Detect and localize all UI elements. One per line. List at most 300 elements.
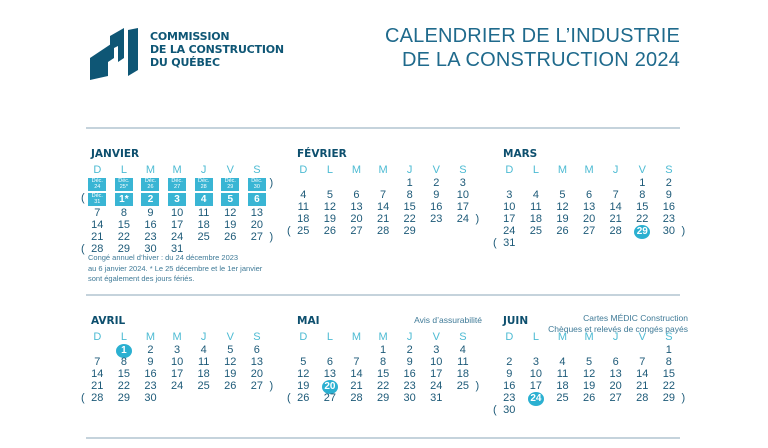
day-cell[interactable]: 8 xyxy=(380,356,387,368)
day-cell[interactable]: 21 xyxy=(636,380,649,392)
holiday-box: Déc. 30 xyxy=(248,178,266,191)
day-cell[interactable]: 9 xyxy=(406,356,413,368)
day-cell[interactable]: 21 xyxy=(91,380,104,392)
day-cell[interactable]: 26 xyxy=(224,380,237,392)
day-cell[interactable]: 21 xyxy=(350,380,363,392)
holiday-box: Déc. 29 xyxy=(221,178,239,191)
day-cell[interactable]: 27 xyxy=(582,225,596,237)
weekday-label: V xyxy=(638,164,646,176)
day-cell[interactable]: 16 xyxy=(144,219,157,231)
day-cell[interactable]: 29 ) xyxy=(662,392,686,404)
day-cell[interactable]: 19 xyxy=(556,213,569,225)
day-cell[interactable]: ( 26 xyxy=(287,392,310,404)
day-cell[interactable] xyxy=(164,177,191,192)
footnote-line: sont également des jours fériés. xyxy=(88,274,195,283)
day-cell[interactable]: 1 xyxy=(406,177,413,189)
org-name xyxy=(150,30,284,69)
weekday-label: D xyxy=(505,331,514,343)
day-cell[interactable]: 7 xyxy=(94,207,101,219)
ccq-logo-icon xyxy=(84,28,142,80)
day-cell[interactable]: 13 xyxy=(350,201,363,213)
day-cell[interactable]: 25 xyxy=(197,231,210,243)
day-cell[interactable]: 6 xyxy=(586,189,593,201)
day-cell[interactable] xyxy=(111,177,138,192)
highlighted-date: 1 xyxy=(116,344,132,358)
day-cell[interactable]: 27 xyxy=(350,225,363,237)
day-cell[interactable]: 9 xyxy=(433,189,440,201)
day-cell xyxy=(549,237,576,249)
day-cell[interactable]: 17 xyxy=(503,213,516,225)
day-cell xyxy=(343,344,370,356)
day-cell[interactable]: 7 xyxy=(380,189,387,201)
month-header xyxy=(84,315,276,331)
day-cell[interactable]: 5 xyxy=(227,344,234,356)
month-note: Cartes MÉDIC Construction Chèques et relevés de congés payés xyxy=(548,313,688,334)
day-cell[interactable]: 29 xyxy=(403,225,416,237)
day-cell[interactable]: 31 xyxy=(170,243,184,255)
day-cell[interactable]: 30 xyxy=(144,243,157,255)
day-cell[interactable]: ( 28 xyxy=(81,392,104,404)
day-cell[interactable]: 27 xyxy=(609,392,622,404)
holiday-box: 2 xyxy=(141,193,159,206)
day-cell[interactable]: 9 xyxy=(506,368,513,380)
day-cell[interactable]: 10 xyxy=(170,207,184,219)
day-cell[interactable]: ( 28 xyxy=(81,243,104,255)
divider-middle xyxy=(86,294,680,296)
highlighted-date: 24 xyxy=(528,392,544,406)
day-cell[interactable] xyxy=(111,344,138,356)
day-cell[interactable]: 20 xyxy=(350,213,363,225)
day-cell[interactable]: 11 xyxy=(197,356,210,368)
day-cell xyxy=(317,344,344,356)
day-cell[interactable]: 15 xyxy=(403,201,416,213)
day-cell[interactable]: 21 xyxy=(376,213,390,225)
day-cell[interactable]: 19 xyxy=(224,368,237,380)
day-cell[interactable]: 14 xyxy=(636,368,649,380)
day-cell xyxy=(244,392,271,404)
day-cell[interactable]: 18 xyxy=(529,213,543,225)
day-cell[interactable]: 22 xyxy=(117,380,131,392)
day-cell[interactable]: 6 xyxy=(612,356,619,368)
day-cell[interactable]: 25 ) xyxy=(456,380,480,392)
day-cell[interactable]: 27 xyxy=(323,392,337,404)
org-line-3: DU QUÉBEC xyxy=(150,56,220,69)
day-cell[interactable] xyxy=(164,192,191,207)
month-avril xyxy=(81,315,276,404)
day-cell[interactable] xyxy=(111,192,138,207)
holiday-box: Déc. 25* xyxy=(115,178,133,191)
day-cell[interactable]: 22 xyxy=(636,213,649,225)
day-cell[interactable]: 25 xyxy=(529,225,543,237)
weekday-label: M xyxy=(351,331,362,343)
day-cell[interactable]: 1 xyxy=(639,177,646,189)
day-cell[interactable] xyxy=(244,192,271,207)
day-cell[interactable]: 3 xyxy=(532,356,539,368)
day-cell xyxy=(602,177,629,189)
day-cell[interactable]: 25 xyxy=(197,380,210,392)
day-cell[interactable]: 28 xyxy=(376,225,390,237)
day-cell[interactable]: 15 xyxy=(117,219,131,231)
day-cell[interactable]: 14 xyxy=(609,201,622,213)
day-cell[interactable]: 19 xyxy=(297,380,310,392)
day-cell[interactable]: 1 xyxy=(380,344,387,356)
day-cell xyxy=(423,225,450,237)
day-cell xyxy=(290,177,317,189)
day-cell[interactable] xyxy=(84,177,111,192)
day-cell xyxy=(496,177,523,189)
day-cell[interactable]: 5 xyxy=(326,189,333,201)
day-cell[interactable]: 26 xyxy=(323,225,337,237)
day-cell[interactable]: 3 xyxy=(459,177,466,189)
weekday-label: M xyxy=(584,331,594,343)
day-cell[interactable] xyxy=(217,177,244,192)
day-cell[interactable]: 10 xyxy=(503,201,516,213)
title-line-1: CALENDRIER DE L’INDUSTRIE xyxy=(384,25,680,47)
day-cell xyxy=(656,237,683,249)
day-cell[interactable]: 3 xyxy=(433,344,440,356)
day-cell[interactable]: 30 ) xyxy=(662,225,686,237)
weekday-label: L xyxy=(532,164,539,176)
weekday-label: J xyxy=(200,331,207,343)
day-cell[interactable]: 6 xyxy=(326,356,333,368)
day-cell[interactable]: 8 xyxy=(406,189,413,201)
day-cell[interactable]: 29 xyxy=(376,392,390,404)
month-grid xyxy=(493,331,688,416)
day-cell xyxy=(549,404,576,416)
day-cell[interactable]: 10 xyxy=(456,189,469,201)
day-cell[interactable]: 14 xyxy=(91,219,104,231)
day-cell[interactable]: 19 xyxy=(582,380,596,392)
highlighted-date: 20 xyxy=(322,380,338,394)
day-cell xyxy=(343,177,370,189)
day-cell[interactable]: 31 xyxy=(430,392,443,404)
day-cell[interactable]: 19 xyxy=(224,219,237,231)
weekday-label: M xyxy=(557,331,568,343)
day-cell xyxy=(496,344,523,356)
day-cell[interactable] xyxy=(137,177,164,192)
day-cell[interactable]: ( Déc. 31 xyxy=(84,192,111,207)
day-cell[interactable]: 10 xyxy=(170,356,184,368)
day-cell[interactable]: 4 xyxy=(459,344,466,356)
weekday-label: S xyxy=(253,331,261,343)
day-cell xyxy=(629,237,656,249)
month-grid xyxy=(81,164,276,255)
day-cell[interactable]: 17 xyxy=(456,201,469,213)
day-cell[interactable]: 27 ) xyxy=(250,231,274,243)
day-cell[interactable]: 10 xyxy=(529,368,543,380)
day-cell[interactable]: 17 xyxy=(430,368,443,380)
day-cell[interactable]: Déc. 30 ) xyxy=(244,177,271,192)
weekday-label: L xyxy=(326,331,333,343)
day-cell[interactable]: 12 xyxy=(323,201,337,213)
weekday-label: J xyxy=(406,331,413,343)
day-cell[interactable]: 23 xyxy=(430,213,443,225)
weekday-label: V xyxy=(226,331,234,343)
day-cell[interactable]: 26 xyxy=(224,231,237,243)
day-cell[interactable]: 24 xyxy=(503,225,516,237)
day-cell[interactable]: 16 xyxy=(403,368,416,380)
day-cell[interactable]: 12 xyxy=(582,368,596,380)
month-header xyxy=(290,148,482,164)
month-name: MAI xyxy=(297,315,320,327)
day-cell[interactable]: 15 xyxy=(376,368,390,380)
day-cell[interactable]: 17 xyxy=(529,380,543,392)
day-cell xyxy=(602,404,629,416)
day-cell[interactable]: 9 xyxy=(665,189,672,201)
weekday-label: M xyxy=(351,164,362,176)
day-cell[interactable]: 24 xyxy=(170,231,184,243)
day-cell[interactable]: 23 xyxy=(662,213,675,225)
day-cell[interactable] xyxy=(190,177,217,192)
day-cell[interactable] xyxy=(217,192,244,207)
holiday-box: Déc. 26 xyxy=(141,178,159,191)
day-cell[interactable]: 5 xyxy=(300,356,307,368)
day-cell[interactable]: 29 xyxy=(117,243,131,255)
weekday-label: D xyxy=(299,164,308,176)
day-cell[interactable]: 8 xyxy=(665,356,672,368)
day-cell[interactable] xyxy=(190,192,217,207)
day-cell[interactable]: 23 xyxy=(144,380,157,392)
day-cell[interactable]: 17 xyxy=(170,219,184,231)
weekday-label: J xyxy=(612,331,619,343)
month-mai xyxy=(287,315,482,404)
day-cell[interactable]: ( 31 xyxy=(493,237,516,249)
month-name: MARS xyxy=(503,148,538,160)
weekday-label: S xyxy=(459,164,467,176)
day-cell[interactable]: 14 xyxy=(91,368,104,380)
month-header xyxy=(290,315,482,331)
day-cell[interactable]: 21 xyxy=(609,213,622,225)
day-cell[interactable]: 7 xyxy=(639,356,646,368)
month-juin xyxy=(493,313,688,416)
day-cell[interactable]: 24 ) xyxy=(456,213,480,225)
weekday-label: M xyxy=(584,164,594,176)
day-cell[interactable]: 21 xyxy=(91,231,104,243)
day-cell[interactable]: 4 xyxy=(559,356,566,368)
day-cell[interactable]: 14 xyxy=(350,368,363,380)
day-cell[interactable] xyxy=(317,380,344,392)
day-cell[interactable]: 3 xyxy=(174,344,181,356)
day-cell[interactable]: 6 xyxy=(253,344,260,356)
holiday-box: Déc. 27 xyxy=(168,178,186,191)
day-cell[interactable]: 11 xyxy=(556,368,569,380)
day-cell[interactable]: 13 xyxy=(582,201,596,213)
day-cell xyxy=(523,404,550,416)
day-cell[interactable]: 11 xyxy=(197,207,210,219)
holiday-box: Déc. 24 xyxy=(88,178,106,191)
day-cell[interactable]: 8 xyxy=(120,356,127,368)
holiday-box: 1* xyxy=(115,193,133,206)
day-cell[interactable]: 25 xyxy=(556,392,569,404)
day-cell[interactable]: 28 xyxy=(609,225,622,237)
weekday-label: M xyxy=(145,164,156,176)
day-cell[interactable] xyxy=(137,192,164,207)
day-cell[interactable]: 4 xyxy=(200,344,207,356)
weekday-label: D xyxy=(299,331,308,343)
day-cell[interactable]: 5 xyxy=(586,356,593,368)
day-cell[interactable]: 6 xyxy=(353,189,360,201)
day-cell[interactable]: 4 xyxy=(300,189,307,201)
day-cell[interactable]: 13 xyxy=(250,207,263,219)
day-cell[interactable] xyxy=(629,225,656,237)
month-grid xyxy=(493,164,688,249)
title-line-2: DE LA CONSTRUCTION 2024 xyxy=(401,49,680,71)
month-name: FÉVRIER xyxy=(297,148,347,160)
day-cell xyxy=(602,237,629,249)
day-cell xyxy=(656,404,683,416)
day-cell xyxy=(450,225,477,237)
weekday-label: V xyxy=(638,331,646,343)
day-cell xyxy=(576,177,603,189)
weekday-label: M xyxy=(378,331,388,343)
day-cell[interactable]: 22 xyxy=(117,231,131,243)
day-cell[interactable]: 7 xyxy=(94,356,101,368)
day-cell[interactable]: 12 xyxy=(224,356,237,368)
day-cell xyxy=(576,237,603,249)
divider-bottom xyxy=(86,437,680,439)
day-cell[interactable]: 27 ) xyxy=(250,380,274,392)
day-cell[interactable]: 16 xyxy=(430,201,443,213)
day-cell[interactable]: 15 xyxy=(662,368,675,380)
day-cell[interactable]: 4 xyxy=(532,189,539,201)
day-cell xyxy=(629,404,656,416)
day-cell xyxy=(523,344,550,356)
day-cell[interactable]: 20 xyxy=(609,380,622,392)
month-grid xyxy=(81,331,276,404)
day-cell[interactable] xyxy=(523,392,550,404)
day-cell[interactable]: 5 xyxy=(559,189,566,201)
month-header xyxy=(496,313,688,334)
day-cell[interactable]: 19 xyxy=(323,213,337,225)
day-cell[interactable]: 22 xyxy=(403,213,416,225)
day-cell xyxy=(629,344,656,356)
month-header xyxy=(84,148,276,164)
month-mars xyxy=(493,148,688,249)
day-cell[interactable]: 11 xyxy=(457,356,469,368)
weekday-label: S xyxy=(665,331,673,343)
month-header xyxy=(496,148,688,164)
day-cell[interactable]: 2 xyxy=(433,177,440,189)
day-cell[interactable]: 9 xyxy=(147,207,154,219)
day-cell[interactable]: 22 xyxy=(376,380,390,392)
day-cell[interactable]: 30 xyxy=(403,392,416,404)
month-name: JUIN xyxy=(503,315,529,327)
month-grid xyxy=(287,164,482,237)
day-cell[interactable]: 2 xyxy=(147,344,154,356)
weekday-label: L xyxy=(120,331,127,343)
day-cell[interactable]: 22 xyxy=(662,380,675,392)
day-cell[interactable]: 16 xyxy=(662,201,675,213)
weekday-label: M xyxy=(557,164,568,176)
day-cell[interactable]: ( 25 xyxy=(287,225,310,237)
day-cell[interactable]: 7 xyxy=(353,356,360,368)
day-cell[interactable]: 18 xyxy=(297,213,310,225)
day-cell[interactable]: 17 xyxy=(170,368,184,380)
day-cell[interactable]: 3 xyxy=(506,189,513,201)
org-line-1: COMMISSION xyxy=(150,30,230,43)
day-cell[interactable]: 15 xyxy=(117,368,131,380)
day-cell[interactable]: 9 xyxy=(147,356,154,368)
day-cell xyxy=(190,392,217,404)
day-cell[interactable]: 18 xyxy=(197,368,210,380)
day-cell[interactable]: 2 xyxy=(406,344,413,356)
weekday-label: J xyxy=(406,164,413,176)
holiday-box: 6 xyxy=(248,193,266,206)
day-cell[interactable]: 13 xyxy=(250,356,263,368)
day-cell[interactable]: 11 xyxy=(297,201,309,213)
day-cell[interactable]: 26 xyxy=(582,392,596,404)
day-cell[interactable]: 16 xyxy=(144,368,157,380)
day-cell[interactable]: 7 xyxy=(612,189,619,201)
day-cell[interactable]: 28 xyxy=(636,392,649,404)
day-cell[interactable]: 29 xyxy=(117,392,131,404)
day-cell[interactable]: ( 30 xyxy=(493,404,516,416)
day-cell[interactable]: 8 xyxy=(120,207,127,219)
day-cell[interactable]: 26 xyxy=(556,225,569,237)
day-cell[interactable]: 28 xyxy=(350,392,363,404)
day-cell[interactable]: 24 xyxy=(430,380,443,392)
weekday-label: M xyxy=(378,164,388,176)
day-cell[interactable]: 15 xyxy=(636,201,649,213)
day-cell[interactable]: 12 xyxy=(297,368,310,380)
day-cell[interactable]: 14 xyxy=(376,201,390,213)
day-cell[interactable]: 13 xyxy=(323,368,337,380)
day-cell[interactable]: 23 xyxy=(144,231,157,243)
day-cell xyxy=(84,344,111,356)
holiday-box: Déc. 28 xyxy=(195,178,213,191)
day-cell[interactable]: 30 xyxy=(144,392,157,404)
day-cell[interactable]: 13 xyxy=(609,368,622,380)
day-cell[interactable]: 20 xyxy=(582,213,596,225)
day-cell[interactable]: 12 xyxy=(556,201,569,213)
footnote-line: au 6 janvier 2024. * Le 25 décembre et le 1er janvier xyxy=(88,263,263,273)
day-cell[interactable]: 8 xyxy=(639,189,646,201)
day-cell xyxy=(450,392,477,404)
footnote-line: Congé annuel d’hiver : du 24 décembre 2023 xyxy=(88,253,239,262)
day-cell xyxy=(370,177,397,189)
day-cell xyxy=(523,237,550,249)
day-cell[interactable]: 18 xyxy=(556,380,569,392)
day-cell[interactable]: 11 xyxy=(530,201,542,213)
weekday-label: S xyxy=(665,164,673,176)
day-cell[interactable]: 10 xyxy=(430,356,443,368)
holiday-box: Déc. 31 xyxy=(88,193,106,206)
day-cell[interactable]: 20 xyxy=(250,219,263,231)
day-cell[interactable]: 12 xyxy=(224,207,237,219)
day-cell[interactable]: 18 xyxy=(197,219,210,231)
day-cell xyxy=(602,344,629,356)
month-janvier xyxy=(81,148,276,255)
day-cell[interactable]: 23 xyxy=(403,380,416,392)
day-cell[interactable]: 20 xyxy=(250,368,263,380)
day-cell[interactable]: 18 xyxy=(456,368,469,380)
month-février xyxy=(287,148,482,237)
day-cell xyxy=(290,344,317,356)
day-cell[interactable]: 24 xyxy=(170,380,184,392)
org-line-2: DE LA CONSTRUCTION xyxy=(150,43,284,56)
weekday-label: M xyxy=(145,331,156,343)
day-cell[interactable]: 16 xyxy=(503,380,516,392)
day-cell[interactable]: 2 xyxy=(506,356,513,368)
weekday-label: S xyxy=(253,164,261,176)
day-cell xyxy=(217,392,244,404)
month-name: JANVIER xyxy=(91,148,140,160)
day-cell[interactable]: 1 xyxy=(665,344,672,356)
month-grid xyxy=(287,331,482,404)
day-cell[interactable]: 2 xyxy=(665,177,672,189)
holiday-box: 4 xyxy=(195,193,213,206)
day-cell[interactable]: 23 xyxy=(503,392,516,404)
